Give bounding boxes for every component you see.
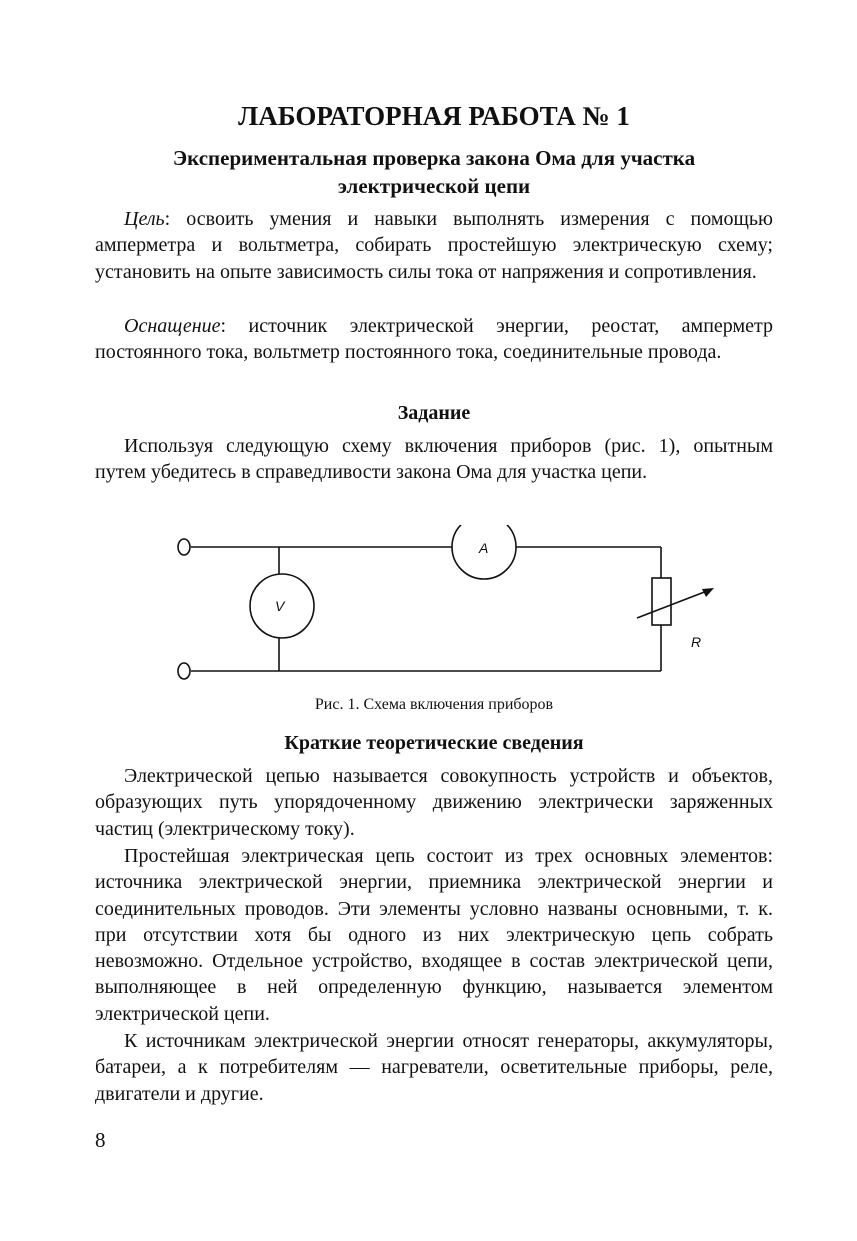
rheostat-arrow-shaft bbox=[637, 591, 707, 618]
resistor-label: R bbox=[691, 634, 702, 650]
equipment-label: Оснащение bbox=[124, 315, 221, 337]
equipment-text: : источник электрической энергии, реостат, амперметр постоянного тока, вольтметр постоянного тока, соединительные провода. bbox=[95, 315, 773, 364]
subtitle-line-1: Экспериментальная проверка закона Ома для участка bbox=[172, 146, 696, 170]
page-title: ЛАБОРАТОРНАЯ РАБОТА № 1 bbox=[238, 101, 630, 131]
voltmeter-label: V bbox=[275, 598, 285, 614]
rheostat-body bbox=[652, 578, 671, 625]
page-number: 8 bbox=[95, 1128, 106, 1152]
goal-paragraph bbox=[95, 206, 773, 285]
theory-heading: Краткие теоретические сведения bbox=[284, 732, 584, 754]
goal-label: Цель bbox=[124, 208, 165, 230]
subtitle-line-2: электрической цепи bbox=[337, 174, 531, 198]
theory-paragraph-1: Электрической цепью называется совокупность устройств и объектов, образующих путь упорядоченному движению электрически заряженных частиц (электрическому току). bbox=[95, 765, 773, 840]
equipment-paragraph bbox=[95, 313, 773, 366]
theory-paragraph-3: К источникам электрической энергии относят генераторы, аккумуляторы, батареи, а к потребителям — нагреватели, осветительные приборы, реле, двигатели и другие. bbox=[95, 1030, 773, 1105]
terminal-bottom bbox=[178, 663, 190, 679]
terminal-top bbox=[178, 539, 190, 555]
rheostat-arrow-head bbox=[702, 588, 714, 597]
theory-paragraph-2: Простейшая электрическая цепь состоит из трех основных элементов: источника электрической энергии, приемника электрической энергии и соединительных проводов. Эти элементы условно названы основными, т. к. при отсутствии хотя бы одного из них электрическую цепь собрать невозможно. Отдельное устройство, входящее в состав электрической цепи, выполняющее в ней определенную функцию, называется элементом электрической цепи. bbox=[95, 845, 773, 1025]
figure-caption: Рис. 1. Схема включения приборов bbox=[314, 696, 554, 713]
page-subtitle bbox=[95, 144, 773, 200]
circuit-diagram bbox=[170, 525, 730, 690]
ammeter-label: A bbox=[479, 540, 489, 556]
task-heading: Задание bbox=[397, 402, 471, 424]
goal-text: : освоить умения и навыки выполнять измерения с помощью амперметра и вольтметра, собирать простейшую электрическую схему; установить на опыте зависимость силы тока от напряжения и сопротивления. bbox=[95, 208, 773, 283]
task-paragraph: Используя следующую схему включения приборов (рис. 1), опытным путем убедитесь в справедливости закона Ома для участка цепи. bbox=[95, 435, 773, 484]
